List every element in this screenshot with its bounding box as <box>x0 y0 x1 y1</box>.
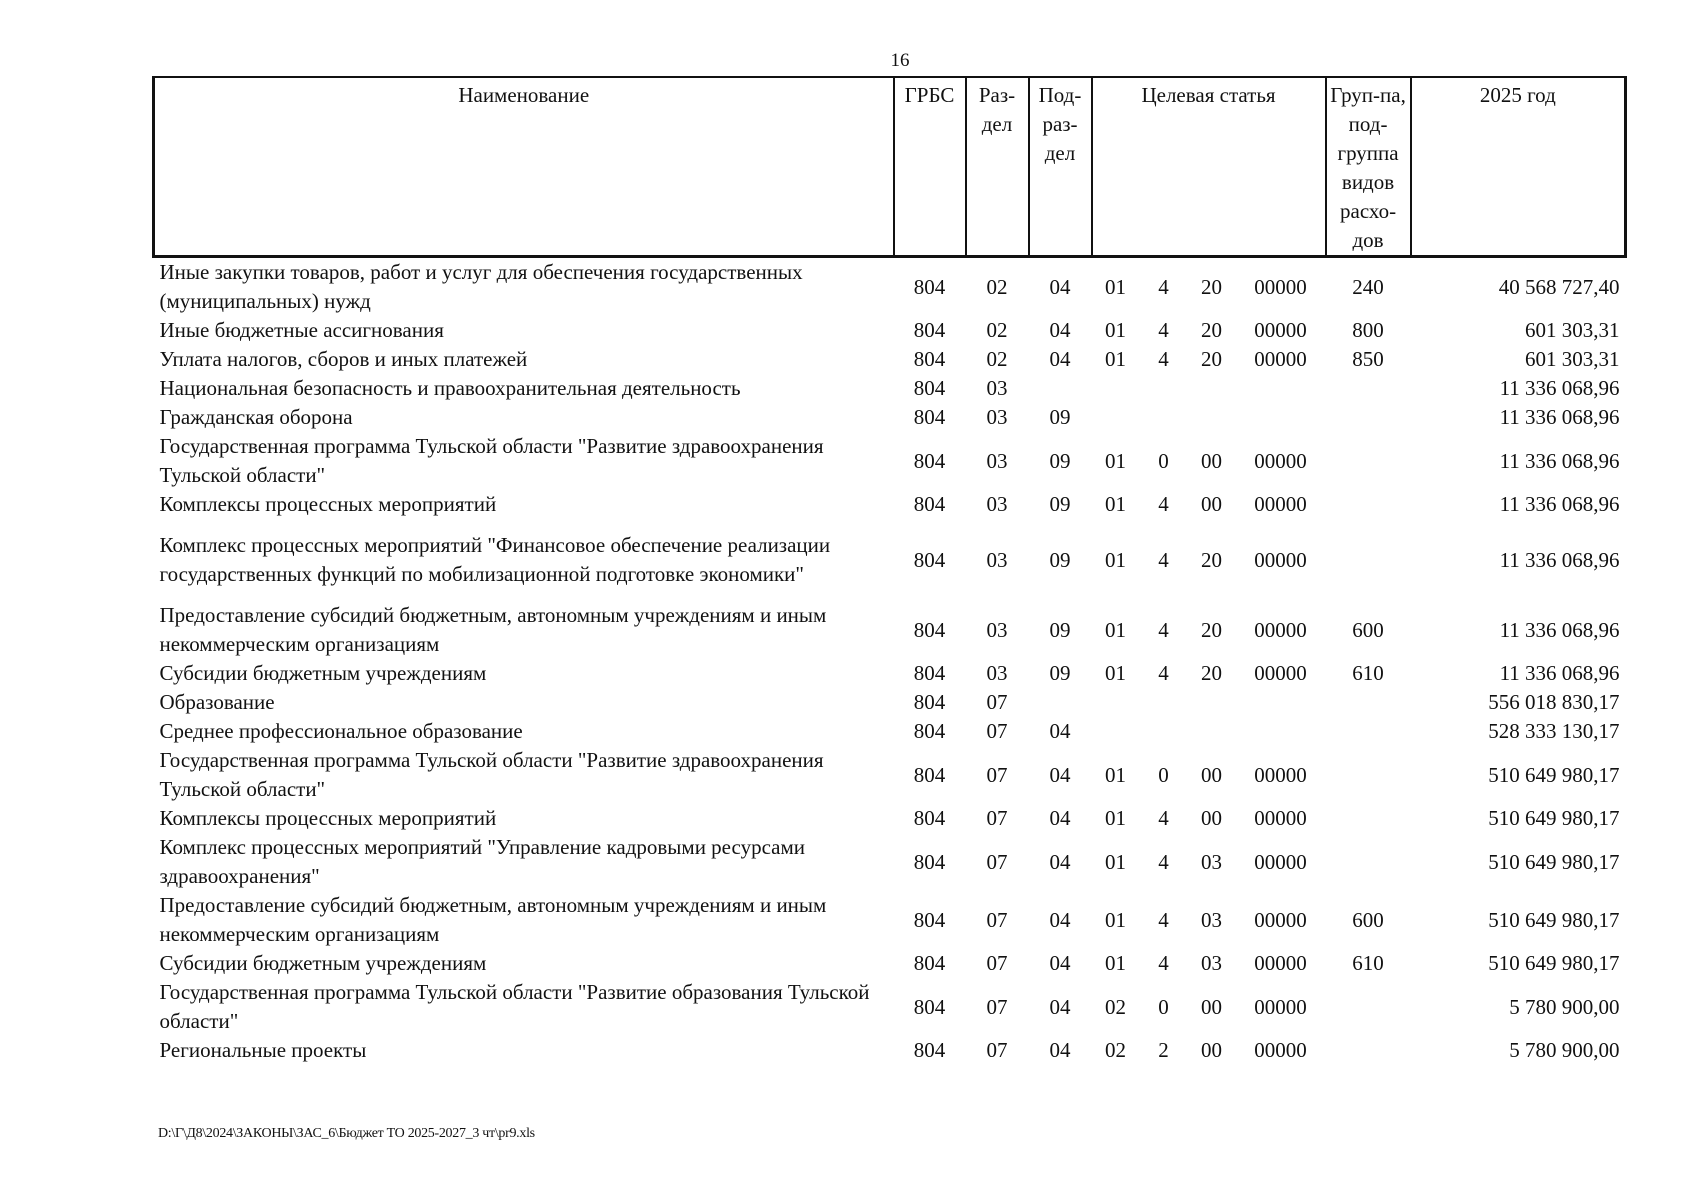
row-expense-group: 600 <box>1352 617 1384 642</box>
row-grbs: 804 <box>913 907 946 932</box>
row-amount: 5 780 900,00 <box>1509 994 1620 1019</box>
row-podrazdel: 09 <box>1049 448 1071 473</box>
row-podrazdel: 04 <box>1049 951 1071 975</box>
row-razdel: 07 <box>986 907 1008 932</box>
table-row <box>154 257 1626 317</box>
row-razdel: 03 <box>986 405 1008 429</box>
row-expense-group <box>1326 1036 1411 1065</box>
header-name: Наименование <box>154 77 894 257</box>
row-grbs: 804 <box>913 376 946 400</box>
row-target-type: 4 <box>1158 907 1169 932</box>
row-grbs: 804 <box>913 951 946 975</box>
row-target-type: 2 <box>1158 1038 1169 1062</box>
row-amount: 5 780 900,00 <box>1509 1038 1620 1062</box>
row-target-program <box>1092 403 1140 432</box>
row-target-program: 01 <box>1105 951 1126 975</box>
row-razdel: 07 <box>986 994 1008 1019</box>
row-podrazdel: 04 <box>1049 762 1071 787</box>
table-row <box>154 1036 1626 1065</box>
row-target-program: 01 <box>1105 849 1126 874</box>
row-razdel: 02 <box>986 347 1008 371</box>
row-target-direction <box>1236 374 1326 403</box>
row-amount: 510 649 980,17 <box>1488 762 1620 787</box>
row-target-direction <box>1236 403 1326 432</box>
row-razdel: 03 <box>986 661 1008 685</box>
row-expense-group <box>1326 688 1411 717</box>
row-target-type: 4 <box>1158 274 1169 299</box>
row-name: Иные закупки товаров, работ и услуг для обеспечения государственных (муниципальных) нужд <box>159 260 803 313</box>
row-target-subprogram <box>1188 374 1236 403</box>
row-podrazdel <box>1029 374 1092 403</box>
row-target-type: 4 <box>1158 951 1169 975</box>
row-amount: 11 336 068,96 <box>1499 448 1620 473</box>
row-grbs: 804 <box>913 849 946 874</box>
row-target-direction: 00000 <box>1254 1038 1307 1062</box>
row-target-type <box>1140 717 1188 746</box>
row-name: Государственная программа Тульской области "Развитие образования Тульской области" <box>159 980 870 1033</box>
row-grbs: 804 <box>913 274 946 299</box>
table-header <box>154 77 1626 257</box>
row-name: Государственная программа Тульской области "Развитие здравоохранения Тульской области" <box>159 748 824 801</box>
row-target-subprogram: 00 <box>1201 806 1222 830</box>
row-amount: 11 336 068,96 <box>1499 547 1620 572</box>
row-target-type: 4 <box>1158 661 1169 685</box>
row-grbs: 804 <box>913 1038 946 1062</box>
row-name: Региональные проекты <box>159 1038 367 1062</box>
row-amount: 11 336 068,96 <box>1499 661 1620 685</box>
row-amount: 601 303,31 <box>1525 318 1620 342</box>
row-podrazdel <box>1029 688 1092 717</box>
row-podrazdel: 04 <box>1049 347 1071 371</box>
row-amount: 510 649 980,17 <box>1488 806 1620 830</box>
row-expense-group: 800 <box>1352 318 1384 342</box>
row-target-program: 02 <box>1105 994 1126 1019</box>
row-target-program <box>1092 717 1140 746</box>
row-name: Субсидии бюджетным учреждениям <box>159 661 487 685</box>
row-amount: 11 336 068,96 <box>1499 492 1620 516</box>
row-target-subprogram: 20 <box>1201 347 1222 371</box>
row-target-subprogram: 03 <box>1201 951 1222 975</box>
row-expense-group <box>1326 403 1411 432</box>
row-name: Государственная программа Тульской области "Развитие здравоохранения Тульской области" <box>159 434 824 487</box>
row-podrazdel: 09 <box>1049 405 1071 429</box>
row-podrazdel: 04 <box>1049 994 1071 1019</box>
table-row <box>154 746 1626 804</box>
row-target-direction: 00000 <box>1254 994 1307 1019</box>
row-podrazdel: 04 <box>1049 719 1071 743</box>
table-row <box>154 403 1626 432</box>
table-row <box>154 891 1626 949</box>
row-target-direction: 00000 <box>1254 547 1307 572</box>
row-razdel: 03 <box>986 376 1008 400</box>
table-row <box>154 519 1626 601</box>
row-target-subprogram <box>1188 403 1236 432</box>
row-amount: 40 568 727,40 <box>1498 274 1620 299</box>
header-razdel: Раз-дел <box>966 77 1029 257</box>
table-row <box>154 833 1626 891</box>
table-row <box>154 688 1626 717</box>
row-target-type: 0 <box>1158 994 1169 1019</box>
row-target-direction: 00000 <box>1254 806 1307 830</box>
row-grbs: 804 <box>913 448 946 473</box>
row-amount: 510 649 980,17 <box>1488 907 1620 932</box>
table-row <box>154 804 1626 833</box>
row-target-program: 01 <box>1105 318 1126 342</box>
header-year: 2025 год <box>1411 77 1626 257</box>
row-razdel: 07 <box>986 762 1008 787</box>
row-target-direction: 00000 <box>1254 492 1307 516</box>
row-expense-group <box>1326 490 1411 519</box>
row-razdel: 07 <box>986 1038 1008 1062</box>
row-grbs: 804 <box>913 318 946 342</box>
row-razdel: 07 <box>986 690 1008 714</box>
row-target-direction: 00000 <box>1254 274 1307 299</box>
row-target-direction: 00000 <box>1254 849 1307 874</box>
table-row <box>154 949 1626 978</box>
row-name: Гражданская оборона <box>159 405 353 429</box>
table-row <box>154 717 1626 746</box>
row-razdel: 02 <box>986 274 1008 299</box>
table-row <box>154 601 1626 659</box>
row-target-type <box>1140 403 1188 432</box>
budget-table <box>152 76 1624 1065</box>
table-row <box>154 978 1626 1036</box>
row-target-program: 01 <box>1105 274 1126 299</box>
table-body <box>154 257 1626 1066</box>
table-row <box>154 345 1626 374</box>
row-name: Комплекс процессных мероприятий "Финансовое обеспечение реализации государственных функций по мобилизационной подготовке экономики" <box>159 533 831 586</box>
row-podrazdel: 04 <box>1049 318 1071 342</box>
row-grbs: 804 <box>913 661 946 685</box>
row-name: Предоставление субсидий бюджетным, автономным учреждениям и иным некоммерческим организациям <box>159 603 827 656</box>
row-target-type: 4 <box>1158 318 1169 342</box>
row-expense-group <box>1326 833 1411 891</box>
row-razdel: 03 <box>986 617 1008 642</box>
row-target-direction: 00000 <box>1254 347 1307 371</box>
row-name: Комплекс процессных мероприятий "Управление кадровыми ресурсами здравоохранения" <box>159 835 805 888</box>
row-podrazdel: 09 <box>1049 547 1071 572</box>
row-amount: 601 303,31 <box>1525 347 1620 371</box>
row-podrazdel: 09 <box>1049 617 1071 642</box>
row-target-subprogram: 03 <box>1201 849 1222 874</box>
row-grbs: 804 <box>913 719 946 743</box>
row-podrazdel: 09 <box>1049 492 1071 516</box>
row-target-subprogram: 00 <box>1201 448 1222 473</box>
row-name: Уплата налогов, сборов и иных платежей <box>159 347 528 371</box>
row-target-program: 01 <box>1105 492 1126 516</box>
row-target-subprogram: 00 <box>1201 492 1222 516</box>
row-grbs: 804 <box>913 347 946 371</box>
row-grbs: 804 <box>913 762 946 787</box>
row-target-subprogram: 20 <box>1201 547 1222 572</box>
table-row <box>154 490 1626 519</box>
row-expense-group: 600 <box>1352 907 1384 932</box>
row-razdel: 07 <box>986 719 1008 743</box>
row-razdel: 02 <box>986 318 1008 342</box>
row-target-subprogram: 20 <box>1201 274 1222 299</box>
row-expense-group <box>1326 432 1411 490</box>
row-target-type: 4 <box>1158 547 1169 572</box>
row-target-subprogram: 20 <box>1201 318 1222 342</box>
row-target-direction: 00000 <box>1254 907 1307 932</box>
row-expense-group <box>1326 519 1411 601</box>
row-podrazdel: 04 <box>1049 274 1071 299</box>
row-grbs: 804 <box>913 806 946 830</box>
row-target-subprogram: 00 <box>1201 762 1222 787</box>
page-number: 16 <box>890 50 910 71</box>
row-name: Национальная безопасность и правоохранительная деятельность <box>159 376 741 400</box>
row-expense-group: 240 <box>1352 274 1384 299</box>
row-razdel: 03 <box>986 492 1008 516</box>
row-target-program <box>1092 374 1140 403</box>
row-expense-group <box>1326 804 1411 833</box>
header-target-article: Целевая статья <box>1092 77 1326 257</box>
row-grbs: 804 <box>913 405 946 429</box>
row-amount: 11 336 068,96 <box>1499 376 1620 400</box>
row-target-direction <box>1236 717 1326 746</box>
row-target-program: 01 <box>1105 762 1126 787</box>
row-expense-group: 610 <box>1352 951 1384 975</box>
row-amount: 11 336 068,96 <box>1499 405 1620 429</box>
row-target-type <box>1140 688 1188 717</box>
row-target-direction: 00000 <box>1254 951 1307 975</box>
header-expense-group: Груп-па, под-группа видов расхо-дов <box>1326 77 1411 257</box>
row-amount: 11 336 068,96 <box>1499 617 1620 642</box>
row-target-subprogram <box>1188 688 1236 717</box>
row-expense-group: 610 <box>1352 661 1384 685</box>
row-expense-group <box>1326 978 1411 1036</box>
row-target-type: 4 <box>1158 347 1169 371</box>
header-grbs: ГРБС <box>894 77 966 257</box>
row-grbs: 804 <box>913 690 946 714</box>
row-target-subprogram: 03 <box>1201 907 1222 932</box>
row-target-direction: 00000 <box>1254 617 1307 642</box>
row-podrazdel: 04 <box>1049 1038 1071 1062</box>
row-expense-group <box>1326 374 1411 403</box>
row-target-subprogram: 20 <box>1201 617 1222 642</box>
row-name: Субсидии бюджетным учреждениям <box>159 951 487 975</box>
row-target-type: 4 <box>1158 849 1169 874</box>
row-amount: 510 649 980,17 <box>1488 951 1620 975</box>
row-target-program: 01 <box>1105 661 1126 685</box>
row-target-subprogram: 20 <box>1201 661 1222 685</box>
row-target-type: 0 <box>1158 762 1169 787</box>
row-target-type: 4 <box>1158 492 1169 516</box>
row-target-subprogram: 00 <box>1201 1038 1222 1062</box>
row-podrazdel: 09 <box>1049 661 1071 685</box>
row-target-direction <box>1236 688 1326 717</box>
file-path-footer: D:\Г\Д8\2024\ЗАКОНЫ\ЗАС_6\Бюджет ТО 2025-2027_3 чт\pr9.xls <box>158 1126 535 1141</box>
row-razdel: 03 <box>986 547 1008 572</box>
table-row <box>154 374 1626 403</box>
header-podrazdel: Под-раз-дел <box>1029 77 1092 257</box>
row-target-program: 01 <box>1105 347 1126 371</box>
row-name: Иные бюджетные ассигнования <box>159 318 444 342</box>
row-target-direction: 00000 <box>1254 661 1307 685</box>
row-amount: 556 018 830,17 <box>1488 690 1620 714</box>
row-target-type: 4 <box>1158 617 1169 642</box>
row-razdel: 07 <box>986 951 1008 975</box>
row-target-type <box>1140 374 1188 403</box>
row-target-program <box>1092 688 1140 717</box>
row-target-type: 0 <box>1158 448 1169 473</box>
row-expense-group <box>1326 717 1411 746</box>
row-target-program: 02 <box>1105 1038 1126 1062</box>
row-target-program: 01 <box>1105 907 1126 932</box>
row-target-program: 01 <box>1105 806 1126 830</box>
row-amount: 528 333 130,17 <box>1488 719 1620 743</box>
row-razdel: 07 <box>986 849 1008 874</box>
table-row <box>154 316 1626 345</box>
row-grbs: 804 <box>913 994 946 1019</box>
table-row <box>154 432 1626 490</box>
row-name: Предоставление субсидий бюджетным, автономным учреждениям и иным некоммерческим организациям <box>159 893 827 946</box>
row-grbs: 804 <box>913 547 946 572</box>
row-name: Образование <box>159 690 275 714</box>
row-target-program: 01 <box>1105 448 1126 473</box>
row-name: Комплексы процессных мероприятий <box>159 806 497 830</box>
row-target-type: 4 <box>1158 806 1169 830</box>
row-target-subprogram <box>1188 717 1236 746</box>
table-row <box>154 659 1626 688</box>
row-name: Среднее профессиональное образование <box>159 719 523 743</box>
row-podrazdel: 04 <box>1049 907 1071 932</box>
row-podrazdel: 04 <box>1049 849 1071 874</box>
row-amount: 510 649 980,17 <box>1488 849 1620 874</box>
row-grbs: 804 <box>913 617 946 642</box>
row-target-direction: 00000 <box>1254 318 1307 342</box>
row-name: Комплексы процессных мероприятий <box>159 492 497 516</box>
row-target-subprogram: 00 <box>1201 994 1222 1019</box>
row-target-program: 01 <box>1105 617 1126 642</box>
row-razdel: 03 <box>986 448 1008 473</box>
row-expense-group <box>1326 746 1411 804</box>
row-target-program: 01 <box>1105 547 1126 572</box>
row-target-direction: 00000 <box>1254 762 1307 787</box>
row-podrazdel: 04 <box>1049 806 1071 830</box>
row-grbs: 804 <box>913 492 946 516</box>
row-razdel: 07 <box>986 806 1008 830</box>
row-target-direction: 00000 <box>1254 448 1307 473</box>
row-expense-group: 850 <box>1352 347 1384 371</box>
